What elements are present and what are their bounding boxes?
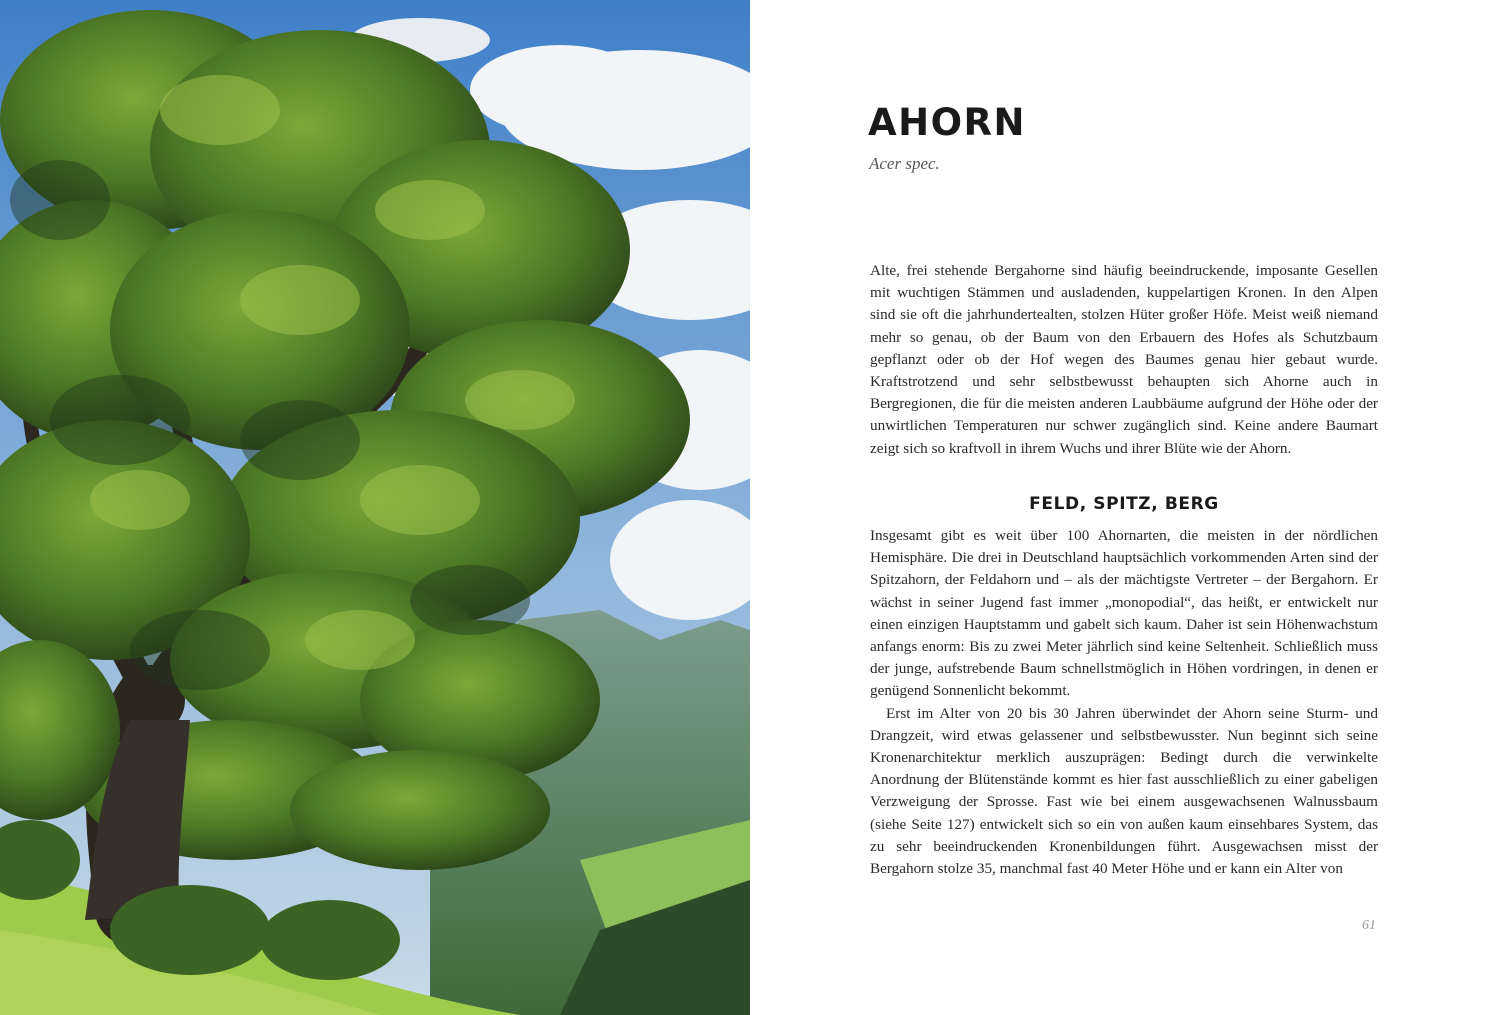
text-page	[750, 0, 1500, 1015]
section-paragraph: Erst im Alter von 20 bis 30 Jahren überwindet der Ahorn seine Sturm- und Drangzeit, wird etwas gelassener und selbstbewusster. Nun beginnt sich seine Kronenarchitektur merklich auszuprägen: Bedingt durch die verwinkelte Anordnung der Blütenstände kommt es hier fast ausschließlich zu einer gabeligen Verzweigung der Sprosse. Fast wie bei einem ausgewachsenen Walnussbaum (siehe Seite 127) entwickelt sich so ein von außen kaum einsehbares System, das zu sehr beeindruckenden Kronenbildungen führt. Ausgewachsen misst der Bergahorn stolze 35, manchmal fast 40 Meter Höhe und er kann ein Alter von	[870, 704, 1378, 878]
intro-paragraph: Alte, frei stehende Bergahorne sind häufig beeindruckende, imposante Gesellen mit wuchtigen Stämmen und ausladenden, kuppelartigen Kronen. In den Alpen sind sie oft die jahrhundertealten, stolzen Hüter großer Höfe. Meist weiß niemand mehr so genau, ob der Baum von den Erbauern des Hofes als Schutzbaum gepflanzt oder ob der Hof wegen des Baumes genau hier gebaut wurde. Kraftstrotzend und sehr selbstbewusst behaupten sich Ahorne auch in Bergregionen, die für die meisten anderen Laubbäume aufgrund der Höhe oder der unwirtlichen Temperaturen nur schwer zugänglich sind. Keine andere Baumart zeigt sich so kraftvoll in ihrem Wuchs und ihrer Blüte wie der Ahorn.	[870, 262, 1378, 457]
botanical-name: Acer spec.	[869, 154, 940, 173]
page-number: 61	[1362, 918, 1376, 933]
section-paragraph: Insgesamt gibt es weit über 100 Ahornarten, die meisten in der nördlichen Hemisphäre. Die drei in Deutschland hauptsächlich vorkommenden Arten sind der Spitzahorn, der Feldahorn und – als der mächtigste Vertreter – der Bergahorn. Er wächst in seiner Jugend fast immer „monopodial“, das heißt, er entwickelt nur einen einzigen Hauptstamm und gabelt sich kaum. Daher ist sein Höhenwachstum anfangs enorm: Bis zu zwei Meter jährlich sind keine Seltenheit. Schließlich muss der junge, aufstrebende Baum schnellstmöglich in Höhen vordringen, in denen er genügend Sonnenlicht bekommt.	[870, 527, 1378, 700]
section-heading: FELD, SPITZ, BERG	[1029, 494, 1219, 514]
page-title: AHORN	[868, 101, 1027, 144]
section-body	[870, 525, 1378, 880]
